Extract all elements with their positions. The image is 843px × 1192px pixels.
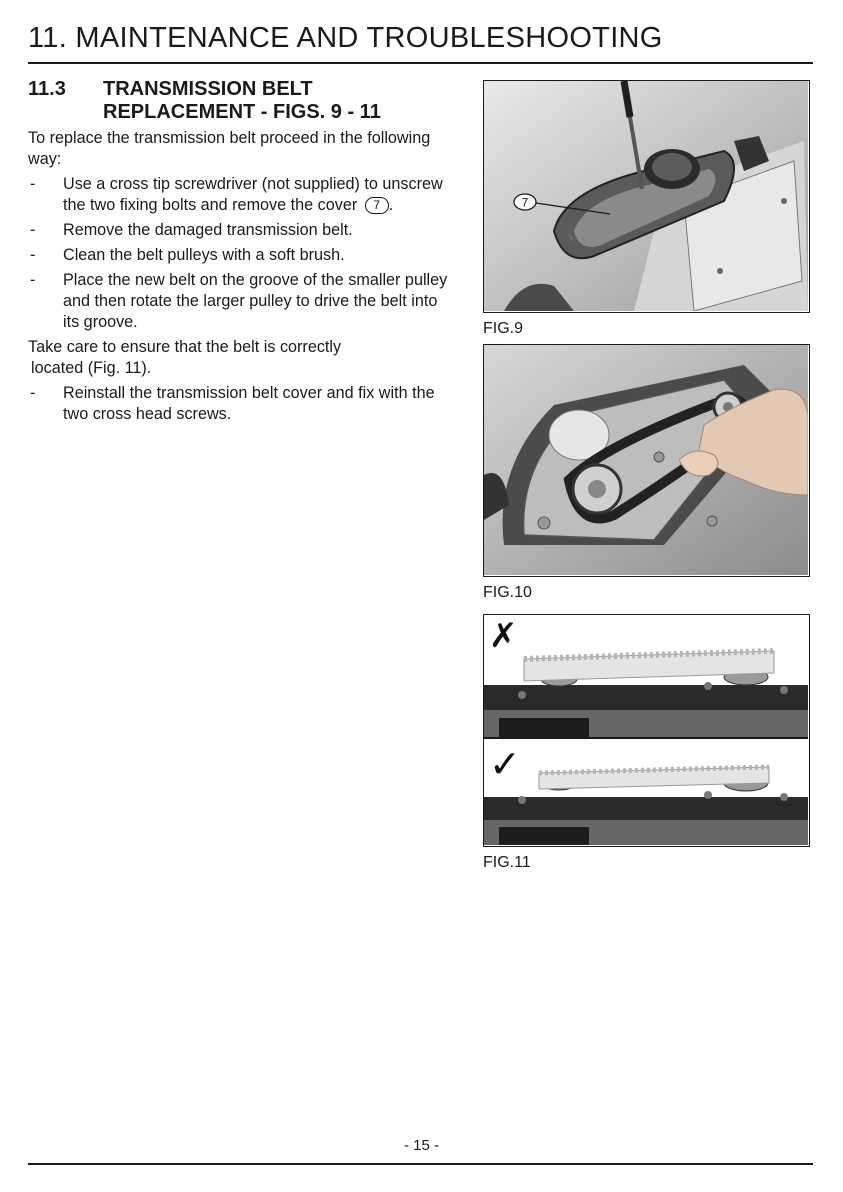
section-title-line-2: REPLACEMENT - FIGS. 9 - 11 (103, 101, 381, 123)
step-2 (28, 220, 453, 241)
figure-9-callout: 7 (521, 195, 529, 210)
step-dash: - (30, 221, 36, 239)
planer-cover-illustration (484, 81, 808, 311)
figure-9-photo (483, 80, 810, 313)
step-dash: - (30, 175, 36, 193)
step-1-text: Use a cross tip screwdriver (not supplied) to unscrew the two fixing bolts and remove the cover (63, 175, 443, 214)
figure-10-caption: FIG.10 (483, 584, 532, 601)
step-1 (28, 174, 453, 216)
footer-rule (28, 1163, 813, 1165)
section-number: 11.3 (28, 78, 66, 100)
figure-11-photo (483, 614, 810, 847)
step-3 (28, 245, 453, 266)
step-2-text: Remove the damaged transmission belt. (63, 221, 353, 239)
correct-mark-icon: ✓ (489, 742, 521, 786)
body-text (28, 128, 453, 429)
section-title (103, 78, 381, 124)
step-3-text: Clean the belt pulleys with a soft brush. (63, 246, 345, 264)
step-1-end: . (388, 196, 394, 214)
step-5 (28, 383, 453, 425)
belt-replacement-illustration (484, 345, 808, 575)
belt-position-comparison (484, 615, 808, 845)
note-line-1: Take care to ensure that the belt is correctly (28, 338, 342, 356)
intro-paragraph: To replace the transmission belt proceed in the following way: (28, 129, 431, 168)
header-rule (28, 62, 813, 64)
section-title-line-1: TRANSMISSION BELT (103, 78, 313, 100)
page-header-title: 11. MAINTENANCE AND TROUBLESHOOTING (28, 22, 663, 54)
figure-9-caption: FIG.9 (483, 320, 524, 337)
figure-10-photo (483, 344, 810, 577)
callout-7-inline: 7 (365, 197, 389, 214)
step-dash: - (30, 384, 36, 402)
incorrect-mark-icon: ✗ (489, 616, 518, 656)
step-5-text: Reinstall the transmission belt cover and fix with the two cross head screws. (63, 384, 435, 423)
step-4 (28, 270, 453, 333)
page-number: - 15 - (403, 1137, 439, 1154)
step-4-text: Place the new belt on the groove of the smaller pulley and then rotate the larger pulley to drive the belt into its groove. (63, 271, 448, 331)
figure-11-caption: FIG.11 (483, 854, 531, 871)
note-line-2: located (Fig. 11). (31, 359, 152, 377)
step-dash: - (30, 271, 36, 289)
step-dash: - (30, 246, 36, 264)
